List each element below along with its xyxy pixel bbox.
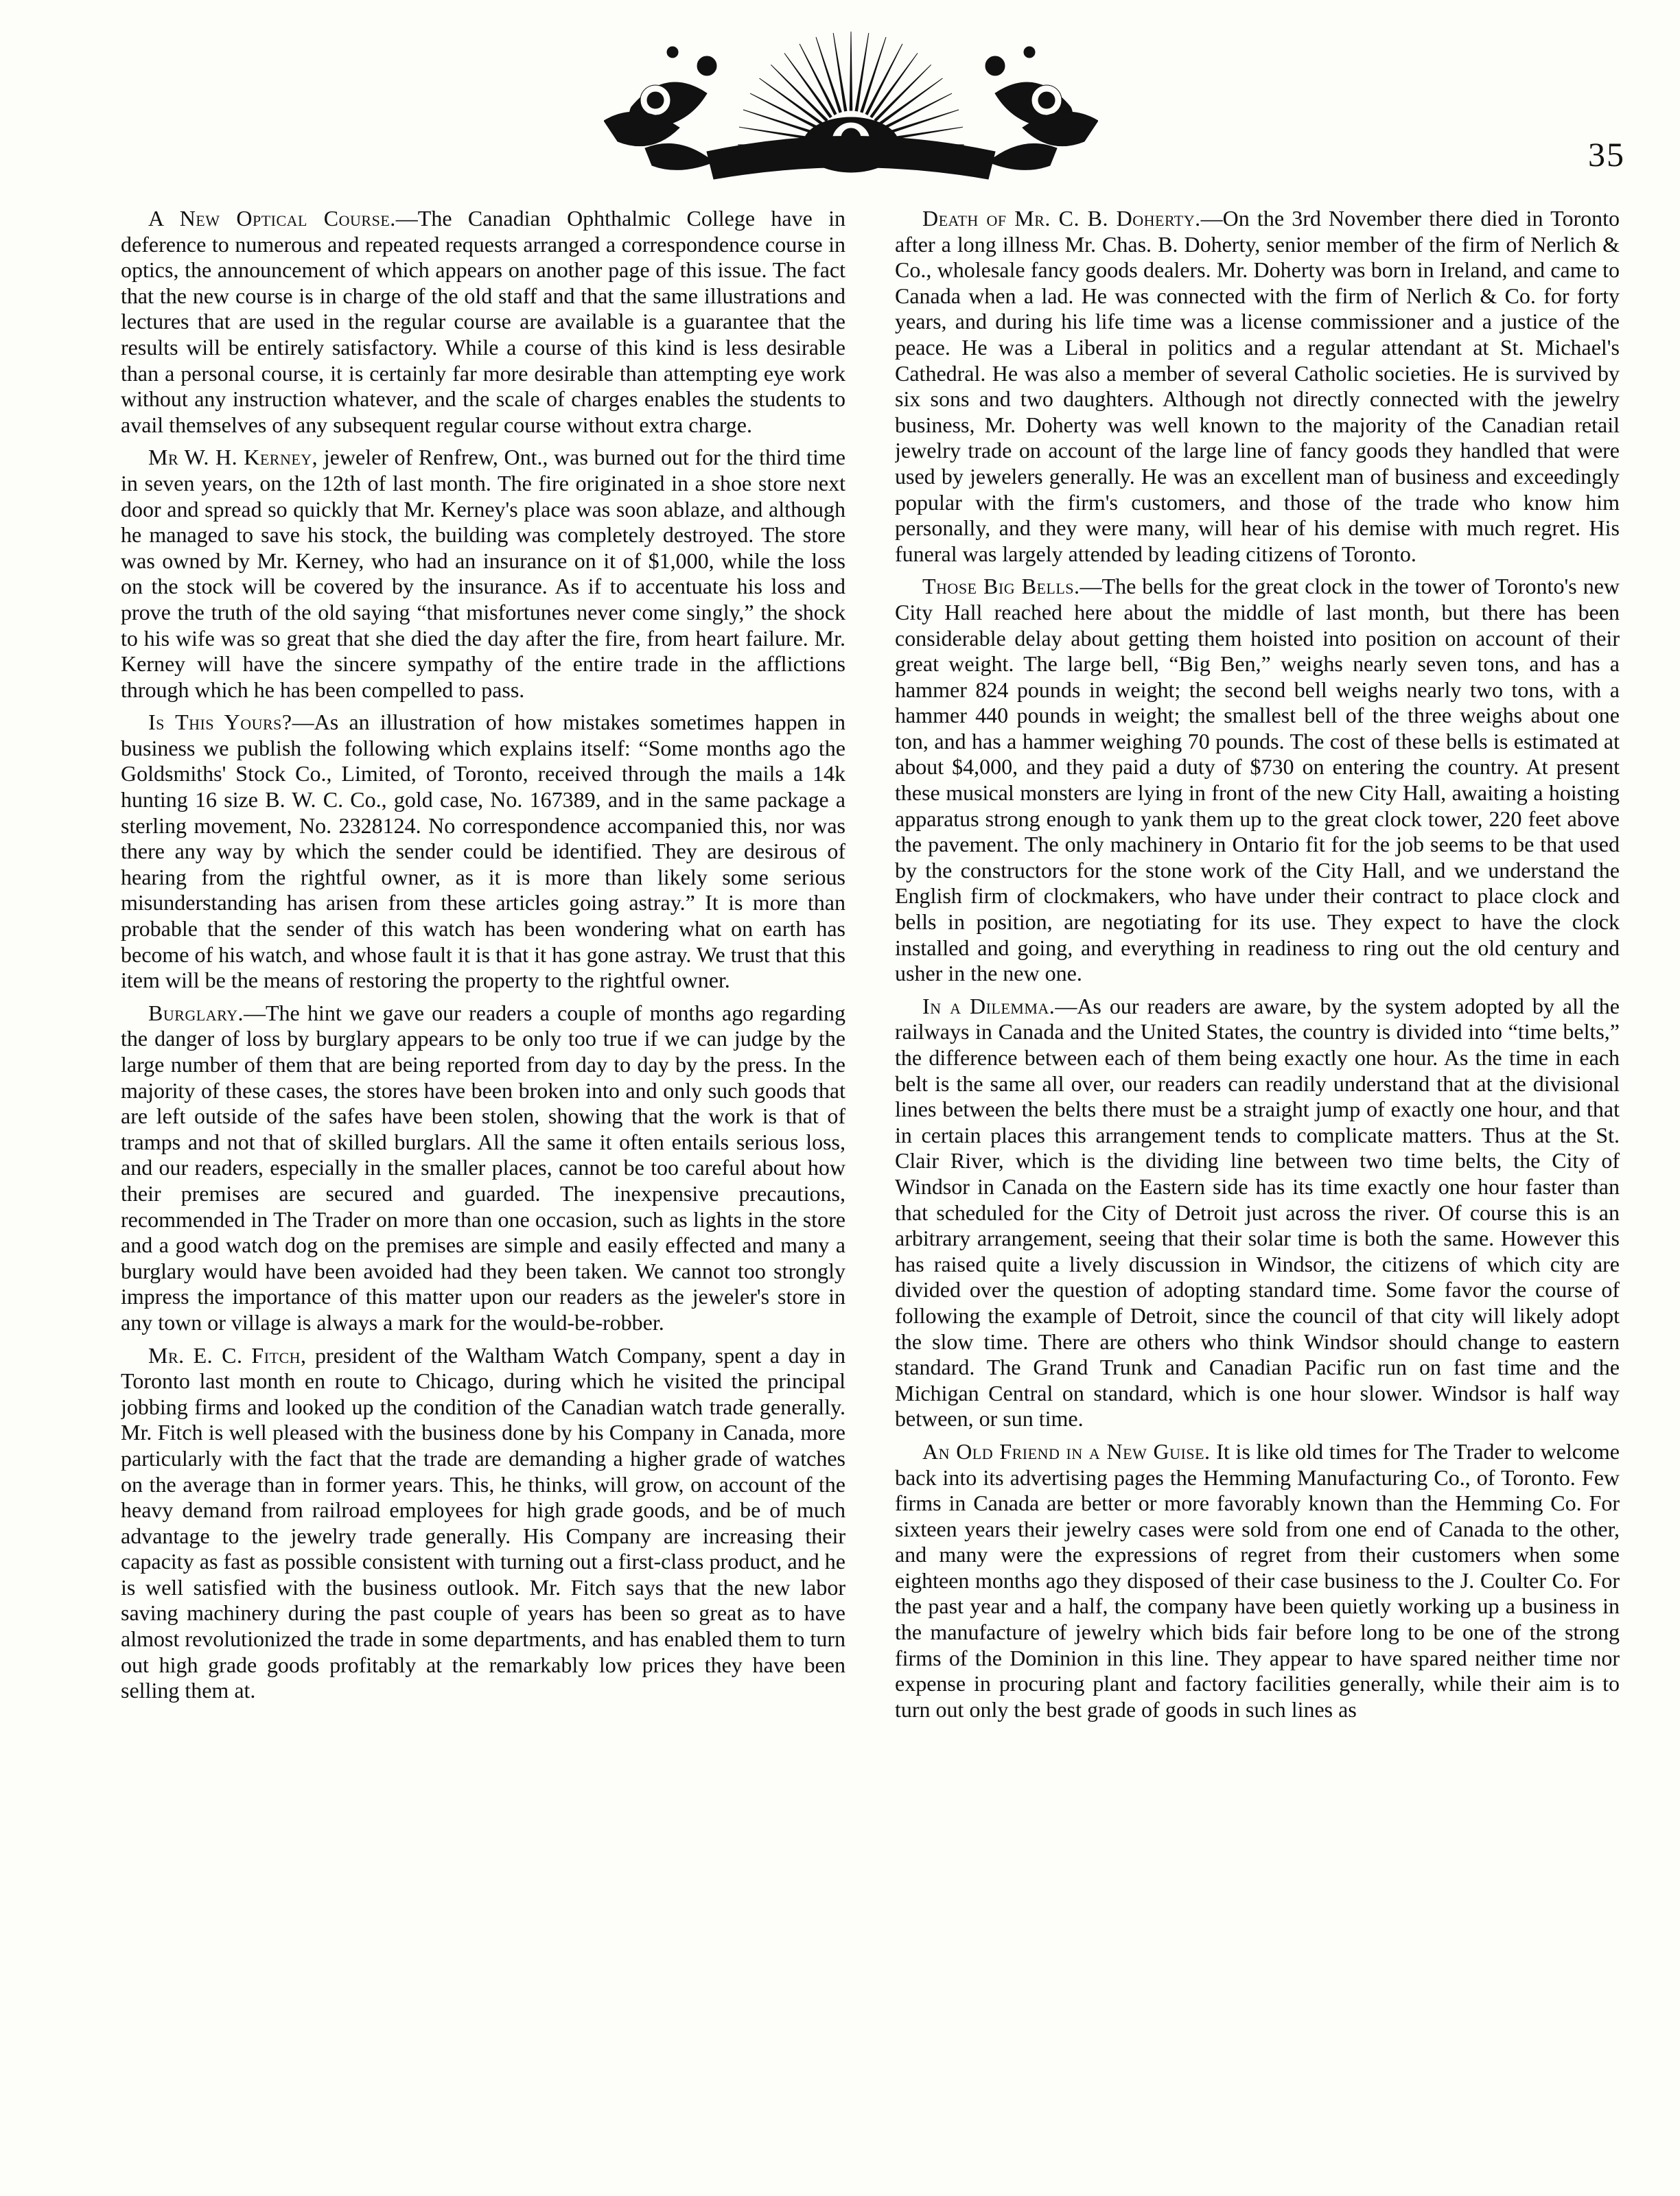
article-text: president of the Waltham Watch Company, spent a day in Toronto last month en route to Chicago, during which he visited the principal jobbing firms and looked up the condition of the Canadian watch trade generally. Mr. Fitch is well pleased with the business done by his Company in Canada, more particularly with the fact that the trade are demanding a higher grade of watches on the average than in former years. This, he thinks, will grow, on account of the heavy demand from railroad employees for high grade goods, and be of much advantage to the jewelry trade generally. His Company are increasing their capacity as fast as possible consistent with turning out a first-class product, and he is well satisfied with the business outlook. Mr. Fitch says that the new labor saving machinery during the past couple of years has been so great as to have almost revolutionized the trade in some departments, and has enabled them to turn out high grade goods profitably at the remarkably low prices they have been selling them at.	[121, 1342, 845, 1703]
article-text: —On the 3rd November there died in Toronto after a long illness Mr. Chas. B. Doherty, senior member of the firm of Nerlich & Co., wholesale fancy goods dealers. Mr. Doherty was born in Ireland, and came to Canada when a lad. He was connected with the firm of Nerlich & Co. for forty years, and during his life time was a license commissioner and a justice of the peace. He was a Liberal in politics and a regular attendant at St. Michael's Cathedral. He was also a member of several Catholic societies. He is survived by six sons and two daughters. Although not directly connected with the jewelry business, Mr. Doherty was well known to the majority of the Canadian retail jewelry trade on account of the large line of fancy goods they handled that were used by jewelers generally. He was an excellent man of business and exceedingly popular with the firm's customers, and those of the trade who know him personally, and they were many, will hear of his demise with much regret. His funeral was largely attended by leading citizens of Toronto.	[895, 206, 1620, 566]
article-paragraph	[895, 574, 1620, 987]
sunburst-ray	[881, 93, 952, 130]
article-headline: Is This Yours?	[148, 710, 292, 735]
article-text: —The bells for the great clock in the tower of Toronto's new City Hall reached here about the middle of last month, but there has been considerable delay about getting them hoisted into position on account of their great weight. The large bell, “Big Ben,” weighs nearly seven tons, and has a hammer 824 pounds in weight; the second bell weighs nearly two tons, with a hammer 440 pounds in weight; the smallest bell of the three weighs about one ton, and has a hammer weighing 70 pounds. The cost of these bells is estimated at about $4,000, and they paid a duty of $730 on entering the country. At present these musical monsters are lying in front of the new City Hall, awaiting a hoisting apparatus strong enough to yank them up to the great clock tower, 220 feet above the pavement. The only machinery in Ontario fit for the job seems to be that used by the constructors for the stone work of the City Hall, and we understand the English firm of clockmakers, who have under their contract to place clock and bells in position, are negotiating for its use. They expect to have the clock installed and going, and everything in readiness to ring out the old century and usher in the new one.	[895, 574, 1620, 986]
right-column	[895, 206, 1620, 2169]
article-text: —As an illustration of how mistakes sometimes happen in business we publish the following which explains itself: “Some months ago the Goldsmiths' Stock Co., Limited, of Toronto, received through the mails a 14k hunting 16 size B. W. C. Co., gold case, No. 167389, and in the same package a sterling movement, No. 2328124. No correspondence accompanied this, nor was there any way by which the sender could be identified. They are desirous of hearing from the rightful owner, as it is more than likely some serious misunderstanding has arisen from these articles going astray.” It is more than probable that the sender of this watch has been wondering what on earth has become of his watch, and whose fault it is that it has gone astray. We trust that this item will be the means of restoring the property to the rightful owner.	[121, 710, 845, 993]
article-paragraph	[121, 445, 845, 703]
article-headline: Those Big Bells.	[922, 574, 1080, 599]
article-paragraph	[895, 1439, 1620, 1723]
sunburst-ray	[865, 44, 902, 115]
sunburst-ray	[800, 44, 837, 115]
article-paragraph	[895, 994, 1620, 1432]
article-headline: A New Optical Course.	[148, 206, 396, 231]
article-paragraph	[121, 710, 845, 994]
article-paragraph	[121, 1343, 845, 1704]
sunburst-header-ornament-icon	[604, 25, 1098, 183]
article-paragraph	[121, 206, 845, 438]
article-text: jeweler of Renfrew, Ont., was burned out for the third time in seven years, on the 12th of last month. The fire originated in a shoe store next door and spread so quickly that Mr. Kerney's place was soon ablaze, and although he managed to save his stock, the building was completely destroyed. The store was owned by Mr. Kerney, who had an insurance on it of $1,000, while the loss on the stock will be covered by the insurance. As if to accentuate his loss and prove the truth of the old saying “that misfortunes never come singly,” the shock to his wife was so great that she died the day after the fire, from heart failure. Mr. Kerney will have the sincere sympathy of the entire trade in the afflictions through which he has been compelled to pass.	[121, 445, 845, 702]
article-text: —As our readers are aware, by the system adopted by all the railways in Canada and the United States, the country is divided into “time belts,” the difference between each of them being exactly one hour. As the time in each belt is the same all over, our readers can readily understand that at the divisional lines between the belts there must be a straight jump of exactly one hour, and that in certain places this arrangement tends to complicate matters. Thus at the St. Clair River, which is the dividing line between two time belts, the City of Windsor in Canada on the Eastern side has its time exactly one hour faster than that scheduled for the City of Detroit just across the river. Of course this is an arbitrary arrangement, seeing that their solar time is both the same. However this has raised quite a lively discussion in Windsor, the citizens of which city are divided over the question of adopting standard time. Some favor the course of following the example of Detroit, since the council of that city will likely adopt the slow time. There are others who think Windsor should change to eastern standard. The Grand Trunk and Canadian Pacific run on fast time and the Michigan Central on standard, which is one hour slower. Windsor is half way between, or sun time.	[895, 993, 1620, 1432]
article-text: —The Canadian Ophthalmic College have in deference to numerous and repeated requests arranged a correspondence course in optics, the announcement of which appears on another page of this issue. The fact that the new course is in charge of the old staff and that the same illustrations and lectures that are used in the regular course are available is a guarantee that the results will be entirely satisfactory. While a course of this kind is less desirable than a personal course, it is certainly far more desirable than attempting eye work without any instruction whatever, and the scale of charges enables the students to avail themselves of any subsequent regular course without extra charge.	[121, 206, 845, 437]
article-paragraph	[895, 206, 1620, 567]
left-column	[121, 206, 845, 2169]
article-paragraph	[121, 1001, 845, 1336]
article-headline: Death of Mr. C. B. Doherty.	[922, 206, 1201, 231]
article-headline: An Old Friend in a New Guise.	[922, 1438, 1211, 1464]
article-headline: In a Dilemma.	[922, 993, 1055, 1018]
article-headline: Burglary.	[148, 1000, 244, 1025]
sunburst-ray	[750, 93, 821, 130]
article-text: It is like old times for The Trader to welcome back into its advertising pages the Hemming Manufacturing Co., of Toronto. Few firms in Canada are better or more favorably known than the Hemming Co. For sixteen years their jewelry cases were sold from one end of Canada to the other, and many were the expressions of regret from their customers when some eighteen months ago they disposed of their case business to the J. Coulter Co. For the past year and a half, the company have been quietly working up a business in the manufacture of jewelry which bids fair before long to be one of the strong firms of the Dominion in this line. They appear to have spared neither time nor expense in procuring plant and factory facilities generally, while their aim is to turn out only the best grade of goods in such lines as	[895, 1438, 1620, 1722]
article-text: —The hint we gave our readers a couple of months ago regarding the danger of loss by burglary appears to be only too true if we can judge by the large number of them that are being reported from day to day by the press. In the majority of these cases, the stores have been broken into and only such goods that are left outside of the safes have been stolen, showing that the work is that of tramps and not that of skilled burglars. All the same it often entails serious loss, and our readers, especially in the smaller places, cannot be too careful about how their premises are secured and guarded. The inexpensive precautions, recommended in The Trader on more than one occasion, such as lights in the store and a good watch dog on the premises are simple and easily effected and many a burglary would have been avoided had they been taken. We cannot too strongly impress the importance of this matter upon our readers as the jeweler's store in any town or village is always a mark for the would-be-robber.	[121, 1000, 845, 1335]
sunburst-ray	[850, 32, 852, 110]
article-headline: Mr. E. C. Fitch,	[148, 1342, 307, 1368]
page-number: 35	[1588, 135, 1625, 174]
article-headline: Mr W. H. Kerney,	[148, 445, 318, 470]
